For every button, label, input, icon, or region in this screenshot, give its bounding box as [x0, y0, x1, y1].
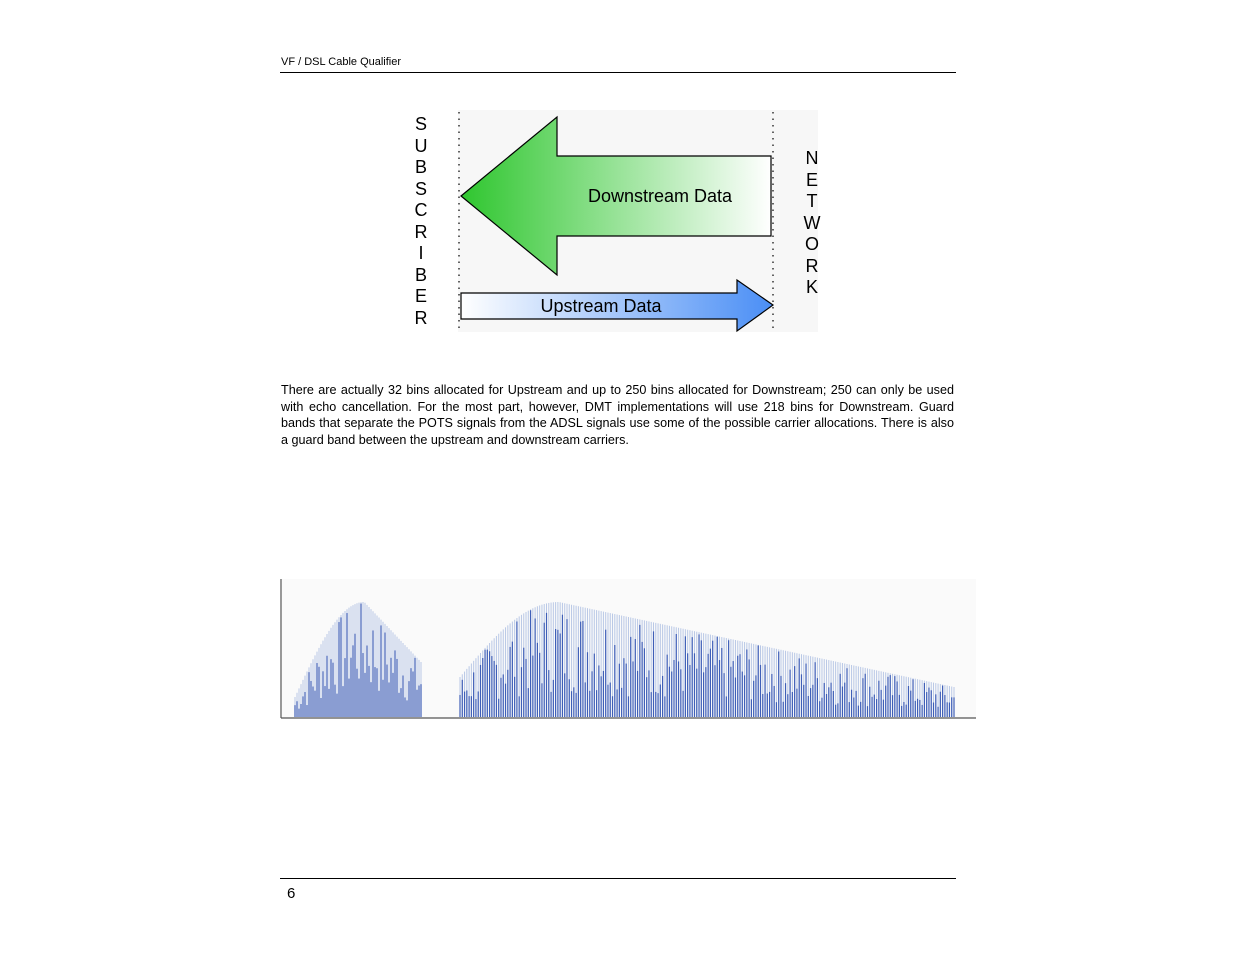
subscriber-label-letter: S: [414, 178, 427, 199]
subscriber-vertical-label: [411, 114, 431, 329]
network-label-letter: N: [805, 148, 819, 168]
network-label-letter: R: [805, 255, 819, 276]
network-label-letter: W: [803, 212, 821, 233]
diagram-graphic: [400, 110, 820, 335]
header-divider: [280, 72, 956, 73]
network-label-letter: E: [805, 169, 818, 190]
subscriber-label-letter: B: [414, 264, 427, 285]
body-paragraph: There are actually 32 bins allocated for Upstream and up to 250 bins allocated for Downstream; 250 can only be used with echo cancellation. For the most part, however, DMT implementations will use 218 bins for Downstream. Guard bands that separate the POTS signals from the ADSL signals use some of the possible carrier allocations. There is also a guard band between the upstream and downstream carriers.: [281, 383, 954, 447]
subscriber-label-letter: E: [414, 286, 427, 306]
dmt-spectrum-graphic: [278, 577, 978, 722]
subscriber-label-letter: U: [414, 135, 428, 156]
footer-divider: [280, 878, 956, 879]
subscriber-label-letter: S: [414, 114, 427, 134]
dmt-spectrum-figure: [278, 577, 978, 722]
running-header: VF / DSL Cable Qualifier: [281, 56, 402, 68]
subscriber-label-letter: R: [414, 221, 428, 242]
subscriber-label-letter: R: [414, 307, 428, 328]
network-label-letter: O: [804, 234, 819, 254]
subscriber-label-letter: C: [414, 200, 428, 220]
network-label-letter: K: [805, 277, 818, 297]
network-label-letter: T: [806, 191, 818, 211]
subscriber-label-letter: B: [414, 157, 427, 177]
data-direction-diagram: [400, 110, 820, 335]
page-number: 6: [287, 885, 296, 902]
upstream-label: Upstream Data: [540, 296, 662, 316]
subscriber-label-letter: I: [418, 243, 424, 263]
downstream-label: Downstream Data: [587, 186, 733, 206]
network-vertical-label: [802, 148, 822, 299]
